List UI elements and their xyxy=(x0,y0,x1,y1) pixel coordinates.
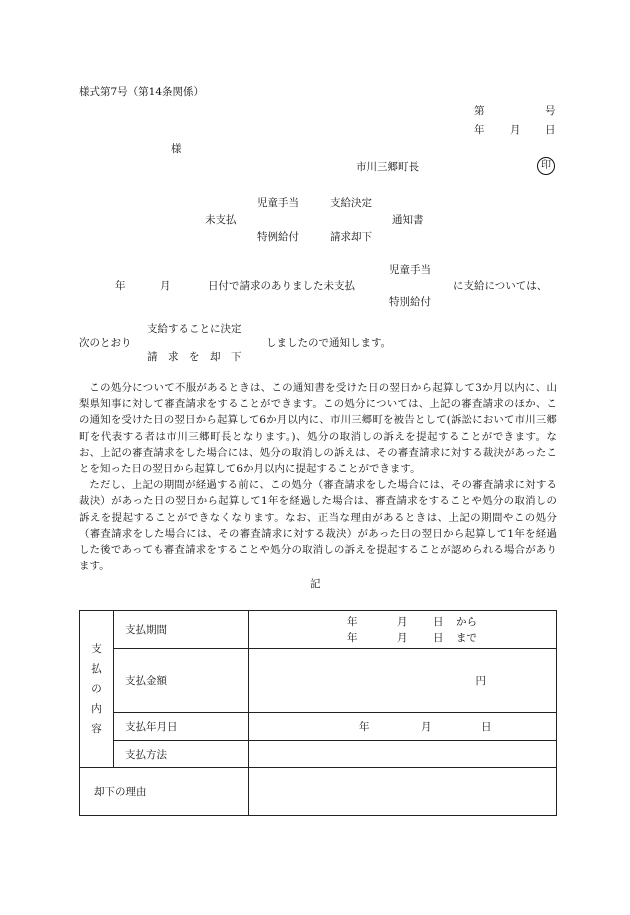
payment-period-label: 支払期間 xyxy=(114,611,249,649)
appeal-paragraph-2: ただし、上記の期間が経過する前に、この処分（審査請求をした場合には、その審査請求に対する裁決）があった日の翌日から起算して1年を経過した場合は、審査請求をすることや処分の取消しの訴えを提起することができなくなります。なお、正当な理由があるときは、上記の期間やこの処分（審査請求をした場合には、その審査請求に対する裁決）があった日の翌日から起算して1年を経過した後であっても審査請求をすることや処分の取消しの訴えを提起することが認められる場合があります。 xyxy=(79,479,557,573)
table-row xyxy=(80,611,557,649)
payment-amount-field[interactable] xyxy=(249,649,557,713)
addressee-suffix: 様 xyxy=(171,143,182,155)
title-prefix: 未支払 xyxy=(205,214,237,226)
title-option-payment-decision: 支給決定 xyxy=(330,197,372,209)
title-option-child-allowance: 児童手当 xyxy=(257,197,299,209)
payment-method-label: 支払方法 xyxy=(114,741,249,768)
request-text: 日付で請求のありました未支払 xyxy=(208,280,355,292)
period-from-year: 年 xyxy=(347,615,358,628)
rejection-reason-label: 却下の理由 xyxy=(80,768,249,816)
title-option-claim-rejection: 請求却下 xyxy=(330,231,372,243)
group-label-char: 内 xyxy=(91,703,102,715)
payment-date-label: 支払年月日 xyxy=(114,713,249,741)
period-to-day: 日 xyxy=(433,631,444,644)
issuer-name: 市川三郷町長 xyxy=(356,161,419,173)
payment-content-group-label xyxy=(80,611,114,768)
payment-amount-label: 支払金額 xyxy=(114,649,249,713)
group-label-char: 支 xyxy=(91,643,102,655)
request-month: 月 xyxy=(160,280,171,292)
payment-period-field[interactable] xyxy=(249,611,557,649)
ki-heading: 記 xyxy=(310,578,321,590)
decision-suffix: しましたので通知します。 xyxy=(266,337,392,349)
decision-prefix: 次のとおり xyxy=(79,337,132,349)
payment-date-year: 年 xyxy=(359,720,370,733)
seal-mark: 印 xyxy=(537,157,555,175)
request-year: 年 xyxy=(115,280,126,292)
doc-number-prefix: 第 xyxy=(474,105,485,117)
date-year: 年 xyxy=(474,124,485,136)
request-option-child-allowance: 児童手当 xyxy=(389,264,431,276)
request-ending: に支給については、 xyxy=(453,280,548,292)
title-suffix: 通知書 xyxy=(392,214,424,226)
group-label-char: の xyxy=(91,683,102,695)
date-day: 日 xyxy=(545,124,556,136)
form-number: 様式第7号（第14条関係） xyxy=(79,86,205,98)
doc-number-suffix: 号 xyxy=(545,105,556,117)
table-row xyxy=(80,768,557,816)
payment-date-day: 日 xyxy=(481,720,492,733)
period-from-day: 日 xyxy=(433,615,444,628)
appeal-notice xyxy=(79,380,557,574)
payment-date-field[interactable] xyxy=(249,713,557,741)
table-row xyxy=(80,649,557,713)
period-to-year: 年 xyxy=(347,631,358,644)
rejection-reason-field[interactable] xyxy=(249,768,557,816)
table-row xyxy=(80,713,557,741)
payment-details-table xyxy=(79,610,557,816)
group-label-char: 容 xyxy=(91,723,102,735)
payment-method-field[interactable] xyxy=(249,741,557,768)
amount-unit: 円 xyxy=(475,675,486,687)
decision-option-approve: 支給することに決定 xyxy=(147,323,242,335)
period-from-month: 月 xyxy=(397,615,408,628)
title-option-special-benefit: 特例給付 xyxy=(257,231,299,243)
period-to-month: 月 xyxy=(397,631,408,644)
group-label-char: 払 xyxy=(91,663,102,675)
period-to-label: まで xyxy=(456,631,477,644)
period-from-label: から xyxy=(456,615,477,628)
decision-option-reject: 請 求 を 却 下 xyxy=(147,351,242,363)
date-month: 月 xyxy=(510,124,521,136)
request-option-special-benefit: 特別給付 xyxy=(389,296,431,308)
payment-date-month: 月 xyxy=(421,720,432,733)
appeal-paragraph-1: この処分について不服があるときは、この通知書を受けた日の翌日から起算して3か月以内に、山梨県知事に対して審査請求をすることができます。この処分については、上記の審査請求のほか、この通知を受けた日の翌日から起算して6か月以内に、市川三郷町を被告として(訴訟において市川三郷町を代表する者は市川三郷町長となります。)、処分の取消しの訴えを提起することができます。なお、上記の審査請求をした場合には、処分の取消しの訴えは、その審査請求に対する裁決があったことを知った日の翌日から起算して6か月以内に提起することができます。 xyxy=(79,382,557,476)
table-row xyxy=(80,741,557,768)
